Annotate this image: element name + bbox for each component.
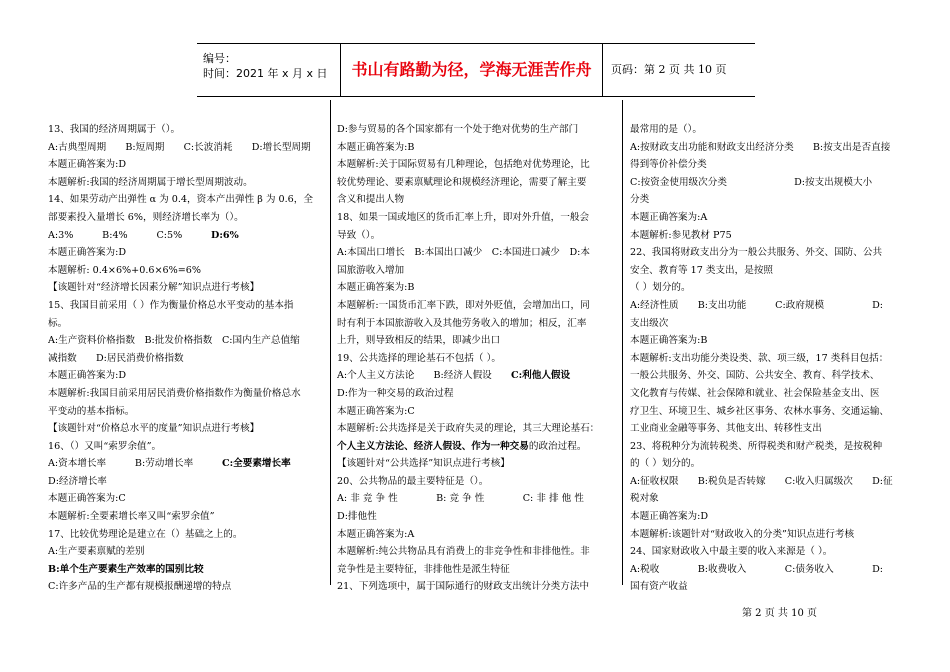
text-line: 最常用的是（）。	[630, 124, 702, 135]
text-line: 20、公共物品的最主要特征是（）。	[337, 475, 489, 487]
text-line: 本题正确答案为:D	[48, 247, 127, 259]
text-line: 本题正确答案为:D	[48, 370, 127, 382]
text-line: 安全、教育等 17 类支出，是按照	[630, 264, 774, 276]
page-footer: 第 2 页 共 10 页	[742, 608, 817, 619]
bold-phrase: 个人主义方法论、经济人假设、作为一种交易	[337, 440, 529, 452]
option-text: A:3% B:4% C:5%	[48, 229, 212, 241]
text-line: 本题解析:该题针对“财政收入的分类”知识点进行考核	[630, 528, 855, 540]
text-line: 分类	[630, 194, 650, 206]
text-line: 22、我国将财政支出分为一般公共服务、外交、国防、公共	[630, 247, 883, 259]
text-line: 支出级次	[630, 317, 669, 329]
text-line: A:本国出口增长 B:本国出口减少 C:本国进口减少 D:本	[337, 247, 591, 259]
text-line: A:经济性质 B:支出功能 C:政府规模 D:	[630, 299, 884, 311]
text-line: 标。	[48, 317, 68, 329]
text-line: 本题解析:关于国际贸易有几种理论，包括绝对优势理论，比	[337, 159, 590, 171]
text-line: A: 非 竞 争 性 B: 竞 争 性 C: 非 排 他 性	[337, 493, 584, 505]
text-line: 16、（）又叫“索罗余值”。	[48, 440, 162, 452]
text-line: 24、国家财政收入中最主要的收入来源是（ ）。	[630, 546, 833, 558]
text-line: 【该题针对“公共选择”知识点进行考核】	[337, 458, 510, 470]
motto: 书山有路勤为径，学海无涯苦作舟	[341, 44, 603, 96]
text-line: 本题解析:全要素增长率又叫“索罗余值”	[48, 511, 215, 523]
text-line: 19、公共选择的理论基石不包括（ ）。	[337, 352, 501, 364]
text-line: 平变动的基本指标。	[48, 405, 135, 417]
text-line: 文化教育与传媒、社会保障和就业、社会保险基金支出、医	[630, 387, 880, 399]
text-line	[337, 438, 614, 456]
date-label: 时间：2021 年 x 月 x 日	[203, 67, 328, 80]
text-line: 得到等价补偿分类	[630, 159, 707, 171]
text-line: 本题解析:我国的经济周期属于增长型周期波动。	[48, 176, 253, 188]
left-column	[48, 121, 322, 596]
text-line: 本题正确答案为:A	[337, 528, 415, 540]
text-line: 部要素投入量增长 6%，则经济增长率为（）。	[48, 211, 244, 223]
text-line: 【该题针对“价格总水平的度量”知识点进行考核】	[48, 423, 260, 435]
text-line: 本题解析: 0.4×6%+0.6×6%=6%	[48, 264, 201, 276]
text-line: 14、如果劳动产出弹性 α 为 0.4，资本产出弹性 β 为 0.6，全	[48, 194, 313, 206]
option-text: A:资本增长率 B:劳动增长率	[48, 458, 222, 470]
text-line: D:排他性	[337, 511, 377, 523]
text-line: 本题正确答案为:C	[337, 405, 415, 417]
text-line: D:参与贸易的各个国家都有一个处于绝对优势的生产部门	[337, 124, 579, 135]
text-line: 含义和提出人物	[337, 194, 405, 206]
text-line: 税对象	[630, 493, 659, 505]
text-line: 一般公共服务、外交、国防、公共安全、教育、科学技术、	[630, 370, 880, 382]
text-line: A:生产资料价格指数 B:批发价格指数 C:国内生产总值缩	[48, 335, 300, 347]
text-line: 13、我国的经济周期属于（）。	[48, 124, 181, 135]
right-column	[630, 121, 904, 596]
text-line: B:单个生产要素生产效率的国别比较	[48, 563, 204, 575]
text-line: 本题正确答案为:C	[48, 493, 126, 505]
text-line: 本题正确答案为:B	[337, 282, 415, 294]
text-line: 本题正确答案为:D	[630, 511, 709, 523]
text-line: 23、将税种分为流转税类、所得税类和财产税类，是按税种	[630, 440, 883, 452]
text-line: 本题正确答案为:B	[630, 335, 708, 347]
text-line	[48, 227, 322, 245]
text-line: A:征收权限 B:税负是否转嫁 C:收入归属级次 D:征	[630, 475, 893, 487]
text-line: 本题解析:我国目前采用居民消费价格指数作为衡量价格总水	[48, 387, 301, 399]
middle-column	[337, 121, 614, 596]
serial-number-label: 编号：	[203, 52, 236, 65]
text-line: A:按财政支出功能和财政支出经济分类 B:按支出是否直接	[630, 141, 891, 153]
text-line: 导致（）。	[337, 229, 381, 241]
text-line: C:许多产品的生产都有规模报酬递增的特点	[48, 581, 232, 593]
text-line: 本题解析:公共选择是关于政府失灵的理论，其三大理论基石：	[337, 423, 600, 435]
text-line: 减指数 D:居民消费价格指数	[48, 352, 184, 364]
text-line: 国旅游收入增加	[337, 264, 405, 276]
text-line: 本题正确答案为:B	[337, 141, 415, 153]
text-line: 疗卫生、环境卫生、城乡社区事务、农林水事务、交通运输、	[630, 405, 890, 417]
text-line: 本题解析:参见教材 P75	[630, 229, 732, 241]
text-line: D:作为一种交易的政治过程	[337, 387, 454, 399]
text-line: C:按资金使用级次分类 D:按支出规模大小	[630, 176, 873, 188]
text-line: D:经济增长率	[48, 475, 107, 487]
text-line: A:古典型周期 B:短周期 C:长波消耗 D:增长型周期	[48, 141, 311, 153]
text-line	[337, 367, 614, 385]
text-line: 【该题针对“经济增长因素分解”知识点进行考核】	[48, 282, 260, 294]
option-text: A:个人主义方法论 B:经济人假设	[337, 370, 511, 382]
text-line: 本题解析:支出功能分类设类、款、项三级，17 类科目包括：	[630, 352, 889, 364]
text-line: 本题解析:一国货币汇率下跌，即对外贬值，会增加出口，同	[337, 299, 590, 311]
text-line: 上升，则导致相反的结果，即减少出口	[337, 335, 501, 347]
text-line: 本题正确答案为:A	[630, 211, 708, 223]
text-line: A:税收 B:收费收入 C:债务收入 D:	[630, 563, 884, 575]
bold-option: C:全要素增长率	[221, 458, 291, 470]
text-line: 的（ ）划分的。	[630, 458, 701, 470]
column-divider-right	[622, 100, 623, 585]
text-line: 18、如果一国或地区的货币汇率上升，即对外升值，一般会	[337, 211, 590, 223]
page-number-label: 页码：第 2 页 共 10 页	[611, 63, 727, 76]
text-line: A:生产要素禀赋的差别	[48, 546, 145, 558]
text-line: （ ）划分的。	[630, 282, 691, 294]
text-line	[48, 455, 322, 473]
text-line: 工业商业金融等事务、其他支出、转移性支出	[630, 423, 822, 435]
bold-option: C:利他人假设	[510, 370, 571, 382]
header-meta-cell	[197, 44, 341, 96]
text-line: 本题正确答案为:D	[48, 159, 127, 171]
text-line: 竞争性是主要特征，非排他性是派生特征	[337, 563, 510, 575]
text-line: 时有利于本国旅游收入及其他劳务收入的增加；相反，汇率	[337, 317, 587, 329]
column-divider-left	[330, 100, 331, 585]
text-line: 17、比较优势理论是建立在（）基础之上的。	[48, 528, 243, 540]
header-table	[197, 43, 755, 97]
text-line: 15、我国目前采用（ ）作为衡量价格总水平变动的基本指	[48, 299, 294, 311]
text-line: 国有资产收益	[630, 581, 688, 593]
text-tail: 的政治过程。	[528, 440, 587, 452]
text-line: 21、下列选项中，属于国际通行的财政支出统计分类方法中	[337, 581, 590, 593]
bold-option: D:6%	[211, 229, 239, 241]
text-line: 本题解析:纯公共物品具有消费上的非竞争性和非排他性。非	[337, 546, 590, 558]
text-line: 较优势理论、要素禀赋理论和规模经济理论，需要了解主要	[337, 176, 587, 188]
